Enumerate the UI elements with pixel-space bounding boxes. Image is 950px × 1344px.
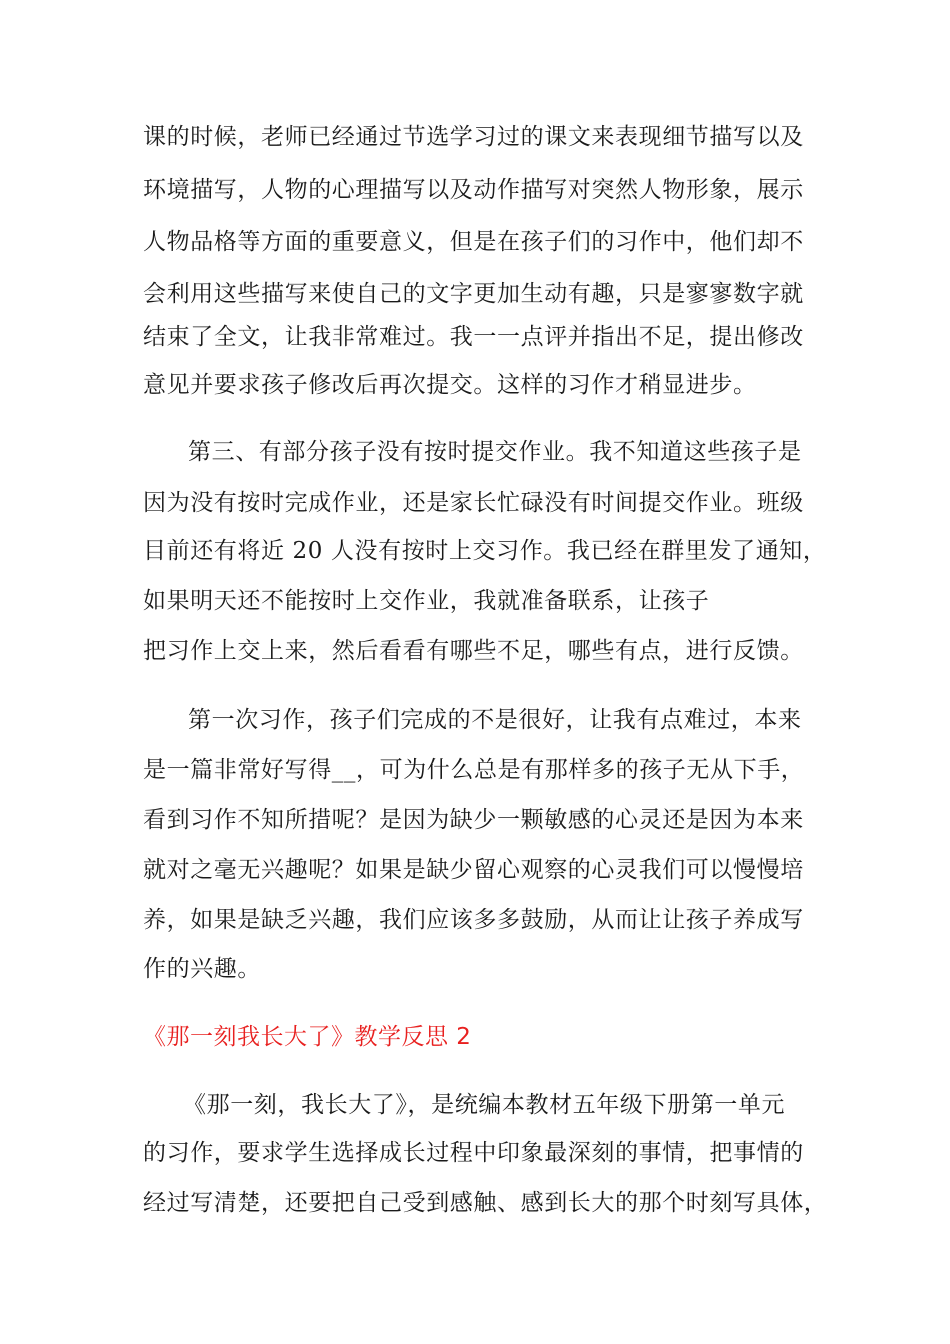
paragraph-line: 如果明天还不能按时上交作业，我就准备联系，让孩子 xyxy=(143,588,710,614)
paragraph-line: 经过写清楚，还要把自己受到感触、感到长大的那个时刻写具体， xyxy=(143,1190,828,1216)
paragraph-line: 课的时候，老师已经通过节选学习过的课文来表现细节描写以及 xyxy=(143,124,804,150)
paragraph-line: 第一次习作，孩子们完成的不是很好，让我有点难过，本来 xyxy=(188,707,802,733)
paragraph-line: 环境描写，人物的心理描写以及动作描写对突然人物形象，展示 xyxy=(143,177,804,203)
section-heading: 《那一刻我长大了》教学反思 2 xyxy=(143,1024,472,1050)
paragraph-line: 目前还有将近 20 人没有按时上交习作。我已经在群里发了通知， xyxy=(143,538,827,564)
paragraph-line: 把习作上交上来，然后看看有哪些不足，哪些有点，进行反馈。 xyxy=(143,638,804,664)
paragraph-line: 《那一刻，我长大了》，是统编本教材五年级下册第一单元 xyxy=(183,1092,786,1118)
paragraph-line: 意见并要求孩子修改后再次提交。这样的习作才稍显进步。 xyxy=(143,372,757,398)
paragraph-line: 养，如果是缺乏兴趣，我们应该多多鼓励，从而让让孩子养成写 xyxy=(143,907,804,933)
paragraph-line: 看到习作不知所措呢？是因为缺少一颗敏感的心灵还是因为本来 xyxy=(143,807,804,833)
paragraph-line: 第三、有部分孩子没有按时提交作业。我不知道这些孩子是 xyxy=(188,439,802,465)
paragraph-line: 因为没有按时完成作业，还是家长忙碌没有时间提交作业。班级 xyxy=(143,490,804,516)
paragraph-line: 的习作，要求学生选择成长过程中印象最深刻的事情，把事情的 xyxy=(143,1140,804,1166)
paragraph-line: 人物品格等方面的重要意义，但是在孩子们的习作中，他们却不 xyxy=(143,229,804,255)
paragraph-line: 作的兴趣。 xyxy=(143,956,261,982)
paragraph-line: 结束了全文，让我非常难过。我一一点评并指出不足，提出修改 xyxy=(143,324,804,350)
paragraph-line: 会利用这些描写来使自己的文字更加生动有趣，只是寥寥数字就 xyxy=(143,281,804,307)
paragraph-line: 是一篇非常好写得__，可为什么总是有那样多的孩子无从下手， xyxy=(143,757,805,783)
paragraph-line: 就对之毫无兴趣呢？如果是缺少留心观察的心灵我们可以慢慢培 xyxy=(143,857,804,883)
